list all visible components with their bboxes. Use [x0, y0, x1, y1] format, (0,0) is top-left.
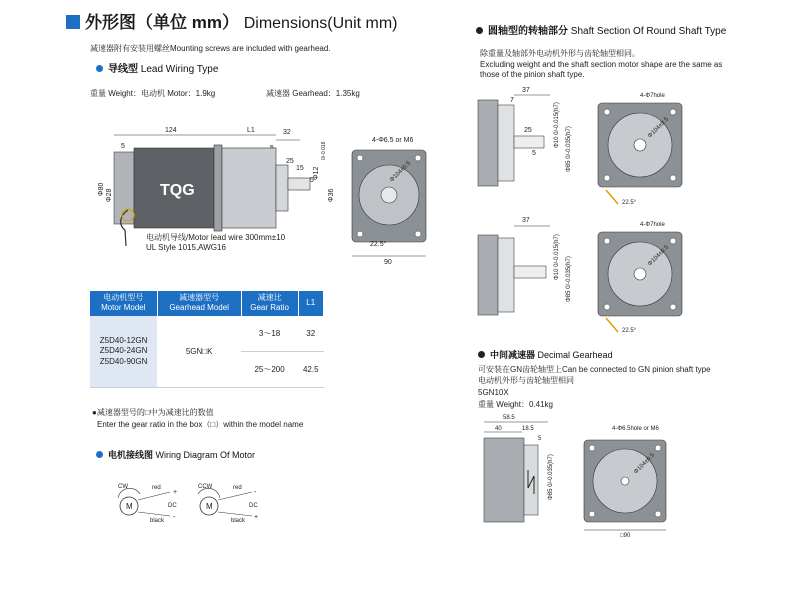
th-motor-model: 电动机型号 Motor Model	[90, 291, 157, 316]
dim-5c: 5	[310, 177, 314, 184]
ccw-dc: DC	[249, 503, 258, 509]
round-shaft-desc-en1: Excluding weight and the shaft section motor shape are the same as	[480, 60, 723, 69]
dg-body	[484, 438, 524, 522]
ratio-note-en: Enter the gear ratio in the box（□）within the model name	[97, 420, 304, 429]
rs2-ang: 22.5°	[622, 328, 637, 334]
dg-90: □90	[620, 533, 631, 539]
cw-plus: +	[173, 489, 178, 496]
round-shaft-desc-en2: those of the pinion shaft type.	[480, 70, 585, 79]
rs1-25: 25	[524, 127, 532, 134]
weight-motor: 重量 Weight：电动机 Motor：1.9kg	[90, 89, 216, 98]
td-l1-1: 32	[298, 316, 324, 352]
lead-note: 电动机导线/Motor lead wire 300mm±10	[146, 233, 286, 242]
wiring-title-en: Wiring Diagram Of Motor	[155, 450, 256, 460]
cw-dc: DC	[168, 503, 177, 509]
lead-wiring-title-en: Lead Wiring Type	[140, 64, 219, 75]
rs1-ang: 22.5°	[622, 200, 637, 206]
dg-phi85: Φ85 0/-0.035(h7)	[548, 454, 554, 500]
dg-585: 58.5	[503, 415, 515, 421]
td-motor-models: Z5D40-12GN Z5D40-24GN Z5D40-90GN	[90, 316, 157, 388]
dg-hole	[655, 511, 661, 517]
dim-phi36: Φ36	[328, 188, 335, 202]
dg-pcd: Φ104±0.5	[633, 452, 657, 476]
rs2-phi85: Φ85 0/-0.035(h7)	[566, 256, 572, 302]
td-ratio-1: 3～18	[241, 316, 298, 352]
dim-l1: L1	[247, 127, 255, 134]
dg-hole	[655, 445, 661, 451]
rs1-37: 37	[522, 87, 530, 94]
rs1-7: 7	[510, 97, 514, 104]
rs1-phi85: Φ85 0/-0.035(h7)	[566, 126, 572, 172]
dim-phi28: Φ28	[106, 188, 113, 202]
rs2-phi10: Φ10 0/-0.015(h7)	[554, 234, 560, 280]
td-gearhead-model: 5GN□K	[157, 316, 241, 388]
decimal-title-cn: 中间减速器	[490, 350, 536, 360]
dim-holes: 4-Φ6.5 or M6	[372, 137, 414, 144]
rs1-phi10: Φ10 0/-0.015(h7)	[554, 102, 560, 148]
th-l1: L1	[298, 291, 324, 316]
dg-185: 18.5	[522, 426, 534, 432]
dg-hole	[589, 445, 595, 451]
decimal-weight: 重量 Weight：0.41kg	[478, 400, 553, 409]
lead-wiring-title-cn: 导线型	[108, 64, 138, 75]
dim-124: 124	[165, 127, 177, 134]
mounting-note: 减速器附有安装用螺丝Mounting screws are included with gearhead.	[90, 44, 331, 53]
title-cn: 外形图（单位 mm）	[85, 13, 239, 32]
dim-15: 15	[296, 165, 304, 172]
round-shaft-title-en: Shaft Section Of Round Shaft Type	[570, 26, 727, 37]
td-l1-2: 42.5	[298, 352, 324, 388]
rs2-pcd: Φ104±0.5	[647, 244, 671, 268]
cw-black: black	[150, 518, 165, 524]
m-ccw: M	[206, 502, 213, 511]
td-ratio-2: 25～200	[241, 352, 298, 388]
dim-h7a: 0/-0.018	[321, 141, 327, 160]
ul-note: UL Style 1015,AWG16	[146, 243, 226, 252]
dg-40: 40	[495, 426, 502, 432]
dg-boss	[524, 445, 538, 515]
ccw-minus: -	[254, 489, 257, 496]
dim-32: 32	[283, 129, 291, 136]
dim-90: 90	[384, 259, 392, 266]
dim-25: 25	[286, 158, 294, 165]
cw-label: CW	[118, 484, 128, 490]
ccw-plus: +	[254, 514, 259, 521]
dg-front-shaft	[621, 477, 629, 485]
dim-5a: 5	[121, 143, 125, 150]
rs1-5: 5	[532, 150, 536, 157]
ratio-note-cn: ●减速器型号的□中为减速比的数值	[92, 408, 214, 417]
ccw-black: black	[231, 518, 246, 524]
dim-pcd: Φ104±0.5	[389, 160, 413, 184]
decimal-model: 5GN10X	[478, 388, 509, 397]
wiring-title-cn: 电机接线图	[108, 450, 154, 460]
th-gear-ratio: 减速比 Gear Ratio	[241, 291, 298, 316]
decimal-title-en: Decimal Gearhead	[537, 350, 613, 360]
round-shaft-title-cn: 圆轴型的转轴部分	[488, 26, 568, 37]
weight-gearhead: 减速器 Gearhead：1.35kg	[266, 89, 360, 98]
dg-5: 5	[538, 436, 542, 442]
dg-holes: 4-Φ6.5hole or M6	[612, 426, 659, 432]
dim-phi80: Φ80	[98, 182, 105, 196]
dg-hole	[589, 511, 595, 517]
decimal-line2: 电动机外形与齿轮轴型相同	[478, 376, 574, 385]
rs2-hole7: 4-Φ7hole	[640, 222, 665, 228]
ccw-red: red	[233, 485, 242, 491]
th-gearhead-model: 减速器型号 Gearhead Model	[157, 291, 241, 316]
round-shaft-desc-cn: 除重量及轴部外电动机外形与齿轮轴型相同。	[480, 49, 640, 58]
rs1-pcd: Φ104±0.5	[647, 116, 671, 140]
ccw-label: CCW	[198, 484, 213, 490]
dim-ang: 22.5°	[370, 241, 387, 248]
m-cw: M	[126, 502, 133, 511]
brand-logo: TQG	[160, 182, 195, 199]
cw-minus: -	[173, 514, 176, 521]
rs1-hole7: 4-Φ7hole	[640, 93, 665, 99]
cw-red: red	[152, 485, 161, 491]
dim-phi12: Φ12	[313, 166, 320, 180]
rs2-37: 37	[522, 217, 530, 224]
title-en: Dimensions(Unit mm)	[243, 15, 398, 32]
decimal-line1: 可安装在GN齿轮轴型上Can be connected to GN pinion shaft type	[478, 365, 711, 374]
